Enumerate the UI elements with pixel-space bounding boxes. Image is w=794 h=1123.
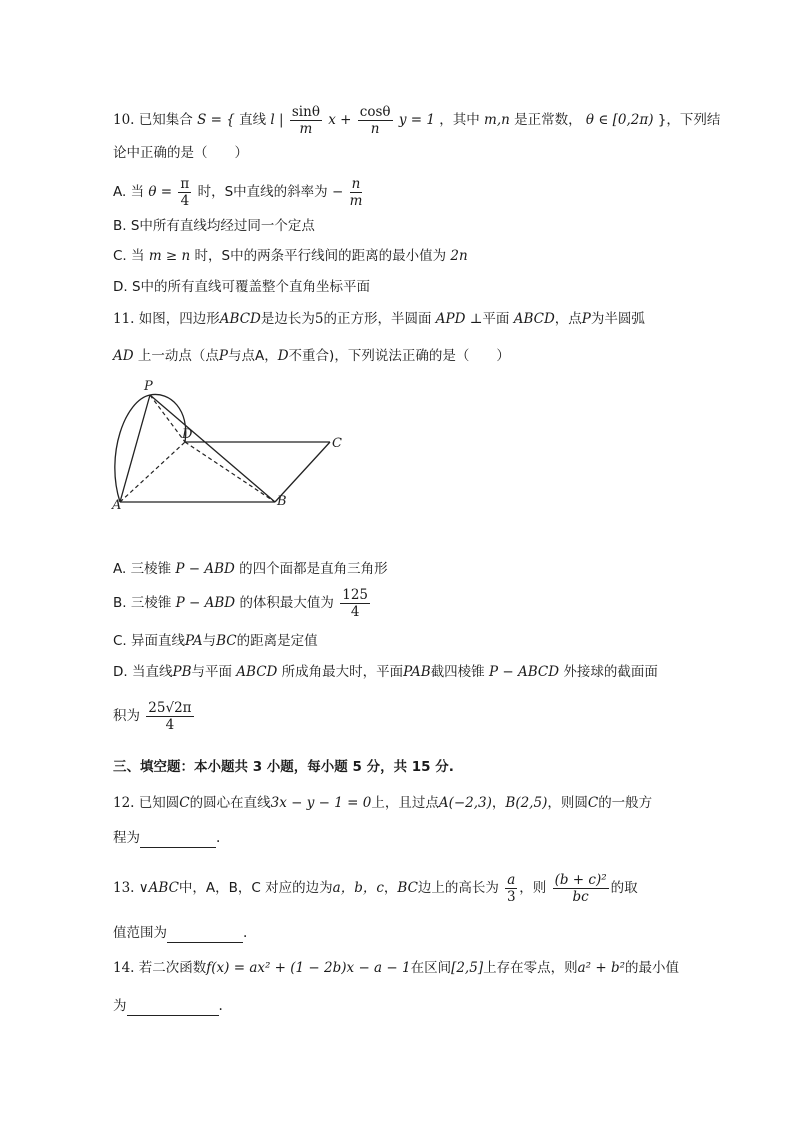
q10-option-a: A. 当 θ = $\frac{\pi}{4}$ 时，S中直线的斜率为 − $\frac{n}{m}$ (113, 176, 363, 209)
label-A: A (112, 498, 122, 513)
label-C: C (332, 436, 342, 451)
q10-frac-cos: $\frac{\cos\theta}{n}$ (359, 104, 391, 137)
q12-line1: 12. 已知圆C的圆心在直线3x − y − 1 = 0上，且过点A(−2,3)，B(2,5)，则圆C的一般方 (113, 795, 653, 811)
q10-l: l | (270, 112, 284, 128)
q10-x: x + (328, 112, 352, 128)
q14-line2: 为 . (113, 998, 223, 1014)
q10-where: ，其中 (439, 112, 480, 128)
q13-answer-blank[interactable] (167, 928, 243, 943)
label-P: P (144, 379, 153, 394)
q10-text: 已知集合 (138, 112, 193, 128)
q10-y-eq: y = 1 (398, 112, 435, 128)
q13-line2: 值范围为 . (113, 925, 248, 941)
q10-option-d: D. S中的所有直线可覆盖整个直角坐标平面 (113, 279, 371, 295)
q11-pyramid-figure (110, 375, 350, 515)
label-B: B (277, 494, 287, 509)
q10-line2: 论中正确的是（ ） (113, 145, 248, 161)
q10-number: 10. (113, 112, 135, 128)
q14-answer-blank[interactable] (127, 1001, 219, 1016)
q14-line1: 14. 若二次函数f(x) = ax² + (1 − 2b)x − a − 1在区间[2,5]上存在零点，则a² + b²的最小值 (113, 960, 680, 976)
q10-option-c: C. 当 m ≥ n 时，S中的两条平行线间的距离的最小值为 2n (113, 248, 468, 264)
q10-line-word: 直线 (239, 112, 267, 128)
q10-theta-range: θ ∈ [0,2π) (585, 112, 654, 128)
q13-line1: 13. ∨ABC中，A，B，C 对应的边为a，b，c，BC边上的高长为 $\frac{a}{3}$ ，则 $\frac{\text{(b + c)²}}{bc}$ 的取 (113, 872, 638, 905)
q12-line2: 程为 . (113, 830, 221, 846)
q10-mn: m,n (484, 112, 510, 128)
q10-set-open: S = { (197, 112, 235, 128)
q10-tail: }，下列结 (657, 112, 721, 128)
q11-option-d-line2: 积为 $\frac{25√2\pi}{4}$ (113, 700, 192, 733)
q11-option-a: A. 三棱锥 P − ABD 的四个面都是直角三角形 (113, 561, 388, 577)
q11-line2: AD 上一动点（点P与点A，D不重合)，下列说法正确的是（ ） (113, 348, 510, 364)
q10-positive: 是正常数， (514, 112, 582, 128)
q11-option-c: C. 异面直线PA与BC的距离是定值 (113, 633, 318, 649)
q10-frac-sin: $\frac{\sin\theta}{m}$ (291, 104, 320, 137)
q11-line1: 11. 如图，四边形ABCD是边长为5的正方形，半圆面 APD ⊥平面 ABCD，点P为半圆弧 (113, 311, 645, 327)
label-D: D (182, 427, 193, 442)
q12-answer-blank[interactable] (140, 833, 216, 848)
q10-option-b: B. S中所有直线均经过同一个定点 (113, 218, 315, 234)
section-3-header: 三、填空题：本小题共 3 小题，每小题 5 分，共 15 分. (113, 759, 454, 775)
q10-line1 (113, 104, 720, 137)
arc-ad: AD (113, 348, 134, 364)
q11-option-b: B. 三棱锥 P − ABD 的体积最大值为 $\frac{125}{4}$ (113, 587, 369, 620)
q11-option-d: D. 当直线PB与平面 ABCD 所成角最大时，平面PAB截四棱锥 P − ABCD 外接球的截面面 (113, 664, 658, 680)
